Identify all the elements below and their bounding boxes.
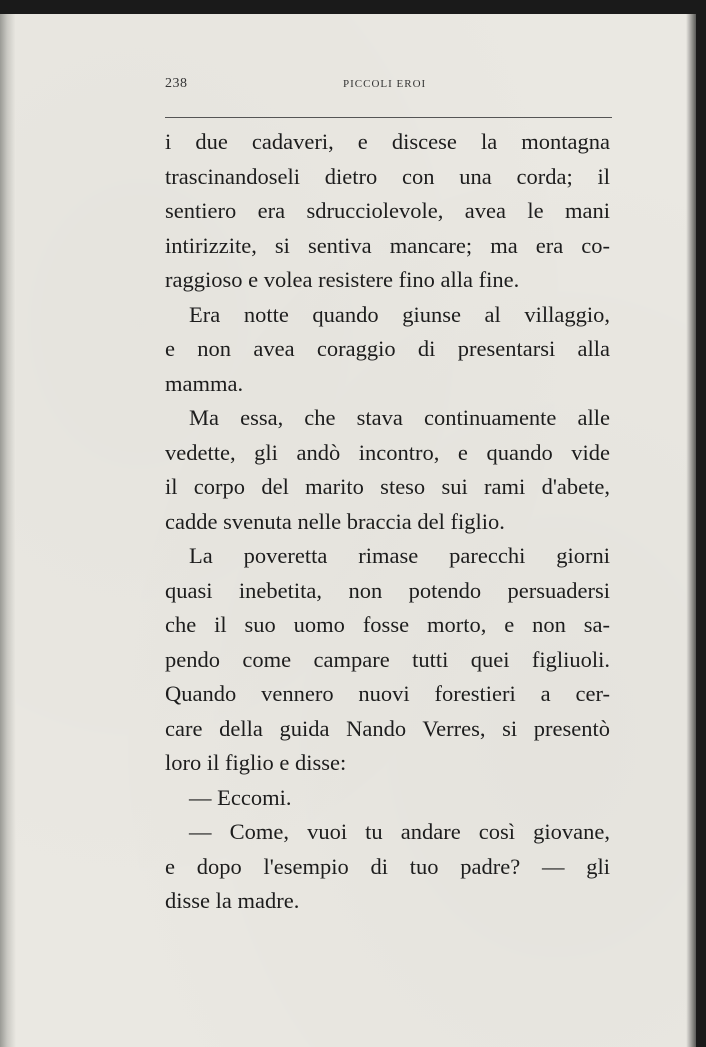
text-line: loro il figlio e disse: [165,750,347,775]
text-line: quasi inebetita, non potendo persuadersi [165,577,610,603]
body-text [165,125,610,919]
text-line: intirizzite, si sentiva mancare; ma era co- [165,232,610,258]
text-line: disse la madre. [165,888,300,913]
text-line: che il suo uomo fosse morto, e non sa- [165,612,610,637]
text-line: e dopo l'esempio di tuo padre? — gli [165,853,610,879]
text-line: mamma. [165,370,244,396]
text-line: care della guida Nando Verres, si presentò [165,715,610,741]
page-gutter-shadow [0,14,16,1047]
running-header [165,76,610,96]
text-line: La poveretta rimase parecchi giorni [189,543,610,568]
paragraph [165,298,610,402]
paragraph [165,539,610,781]
text-line: cadde svenuta nelle braccia del figlio. [165,508,505,534]
text-line: sentiero era sdrucciolevole, avea le mani [165,198,610,223]
text-line: — Come, vuoi tu andare così giovane, [189,819,610,844]
page-number: 238 [165,76,188,91]
text-line: vedette, gli andò incontro, e quando vide [165,439,610,465]
text-line: e non avea coraggio di presentarsi alla [165,336,610,361]
paragraph [165,125,610,298]
page-right-edge [686,14,696,1047]
text-line: Era notte quando giunse al villaggio, [189,301,610,327]
text-line: i due cadaveri, e discese la montagna [165,129,610,154]
header-rule [165,117,612,118]
paragraph [165,815,610,919]
text-line: pendo come campare tutti quei figliuoli. [165,646,610,672]
text-line: raggioso e volea resistere fino alla fine. [165,267,520,292]
text-line: trascinandoseli dietro con una corda; il [165,163,610,189]
running-title: PICCOLI EROI [343,78,427,90]
text-line: Quando vennero nuovi forestieri a cer- [165,681,610,706]
text-line: — Eccomi. [189,784,292,810]
paragraph [165,401,610,539]
text-line: il corpo del marito steso sui rami d'abete, [165,474,610,499]
paragraph [165,781,610,816]
text-line: Ma essa, che stava continuamente alle [189,405,610,430]
